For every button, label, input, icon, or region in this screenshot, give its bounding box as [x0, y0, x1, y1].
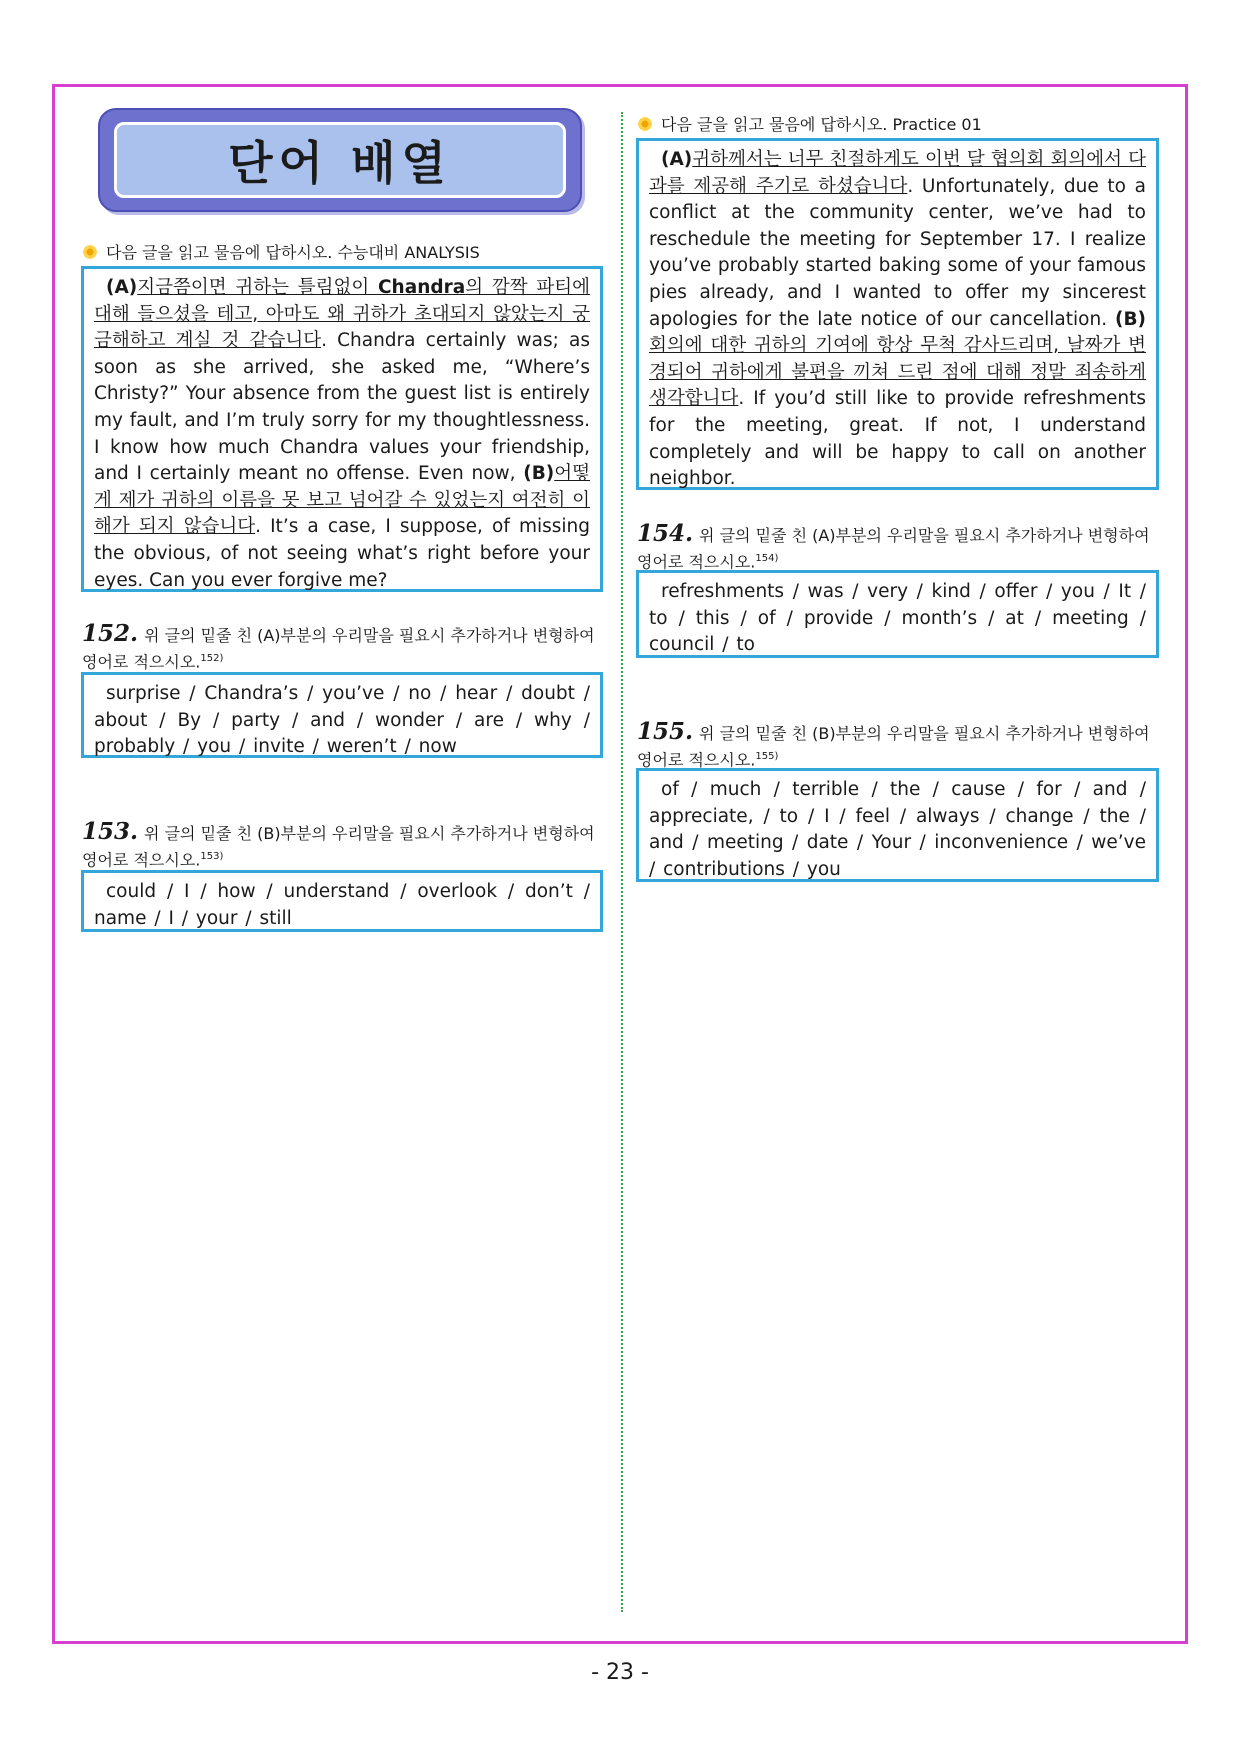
marker-b: (B)	[523, 463, 555, 485]
passage-end-text: . If you’d still like to provide refreshments for the meeting, great. If not, I understand completely and will be happy to call on another neighbor.	[649, 388, 1146, 490]
word-bank: of / much / terrible / the / cause / for / and / appreciate, / to / I / feel / always / change / the / and / meeting / date / Your / inconvenience / we’ve / contributions / you	[649, 779, 1146, 880]
question-number: 154.	[637, 520, 694, 547]
marker-a: (A)	[106, 277, 138, 298]
right-section-header-text: 다음 글을 읽고 물음에 답하시오. Practice 01	[661, 115, 982, 134]
footnote-ref: 155)	[755, 751, 779, 762]
flower-icon	[637, 116, 653, 132]
question-154-header	[637, 522, 1160, 573]
question-number: 155.	[637, 718, 694, 745]
question-152-header	[82, 622, 604, 673]
page-number: - 23 -	[591, 1660, 649, 1685]
footnote-ref: 153)	[200, 851, 224, 862]
word-bank: could / I / how / understand / overlook / don’t / name / I / your / still	[94, 881, 590, 929]
right-passage-box	[636, 138, 1159, 490]
passage-middle-text: . Chandra certainly was; as soon as she arrived, she asked me, “Where’s Christy?” Your absence from the guest list is entirely my fault, and I’m truly sorry for my thoughtlessness. I know how much Chandra values your friendship, and I certainly meant no offense. Even now,	[94, 330, 590, 485]
title-badge	[98, 108, 582, 212]
passage-middle-text: . Unfortunately, due to a conflict at the community center, we’ve had to reschedule the meeting for September 17. I realize you’ve probably started baking some of your famous pies already, and I wanted to offer my sincerest apologies for the late notice of our cancellation.	[649, 175, 1147, 330]
left-section-header-text: 다음 글을 읽고 물음에 답하시오. 수능대비 ANALYSIS	[106, 243, 480, 262]
underlined-b-text: 회의에 대한 귀하의 기여에 항상 무척 감사드리며, 날짜가 변경되어 귀하에게 불편을 끼쳐 드린 점에 대해 정말 죄송하게 생각합니다	[649, 335, 1146, 410]
footnote-ref: 154)	[755, 553, 779, 564]
question-number: 153.	[82, 818, 139, 845]
question-text: 위 글의 밑줄 친 (B)부분의 우리말을 필요시 추가하거나 변형하여 영어로 적으시오.	[637, 724, 1150, 770]
marker-a: (A)	[661, 149, 693, 170]
flower-icon	[82, 244, 98, 260]
question-153-header	[82, 820, 604, 871]
question-155-word-box	[636, 768, 1159, 882]
underlined-b-text: 어떻게 제가 귀하의 이름을 못 보고 넘어갈 수 있었는지 여전히 이해가 되지 않습니다	[94, 463, 590, 538]
word-bank: surprise / Chandra’s / you’ve / no / hear / doubt / about / By / party / and / wonder / are / why / probably / you / invite / weren’t / now	[94, 683, 590, 758]
underlined-a-name: Chandra	[377, 277, 466, 298]
question-text: 위 글의 밑줄 친 (B)부분의 우리말을 필요시 추가하거나 변형하여 영어로 적으시오.	[82, 824, 595, 870]
column-divider	[621, 112, 623, 1612]
word-bank: refreshments / was / very / kind / offer / you / It / to / this / of / provide / month’s / at / meeting / council / to	[649, 581, 1146, 656]
left-section-header	[82, 240, 480, 263]
question-154-word-box	[636, 570, 1159, 658]
marker-b: (B)	[1114, 308, 1146, 330]
title-badge-inner	[114, 122, 566, 198]
passage-end-text: . It’s a case, I suppose, of missing the obvious, of not seeing what’s right before your eyes. Can you ever forgive me?	[94, 516, 590, 591]
page-title: 단어 배열	[228, 136, 452, 190]
question-152-word-box	[81, 672, 603, 758]
underlined-a-part2: 의 깜짝 파티에 대해 들으셨을 테고, 아마도 왜 귀하가 초대되지 않았는지 궁금해하고 계실 것 같습니다	[94, 277, 590, 352]
question-153-word-box	[81, 870, 603, 932]
question-155-header	[637, 720, 1160, 771]
right-section-header	[637, 112, 982, 135]
question-text: 위 글의 밑줄 친 (A)부분의 우리말을 필요시 추가하거나 변형하여 영어로 적으시오.	[82, 626, 595, 672]
underlined-a-part1: 지금쯤이면 귀하는 틀림없이	[137, 277, 378, 298]
left-passage-box	[81, 266, 603, 592]
underlined-a-text: 귀하께서는 너무 친절하게도 이번 달 협의회 회의에서 다과를 제공해 주기로 하셨습니다	[649, 149, 1146, 197]
question-text: 위 글의 밑줄 친 (A)부분의 우리말을 필요시 추가하거나 변형하여 영어로 적으시오.	[637, 526, 1150, 572]
footnote-ref: 152)	[200, 653, 224, 664]
question-number: 152.	[82, 620, 139, 647]
